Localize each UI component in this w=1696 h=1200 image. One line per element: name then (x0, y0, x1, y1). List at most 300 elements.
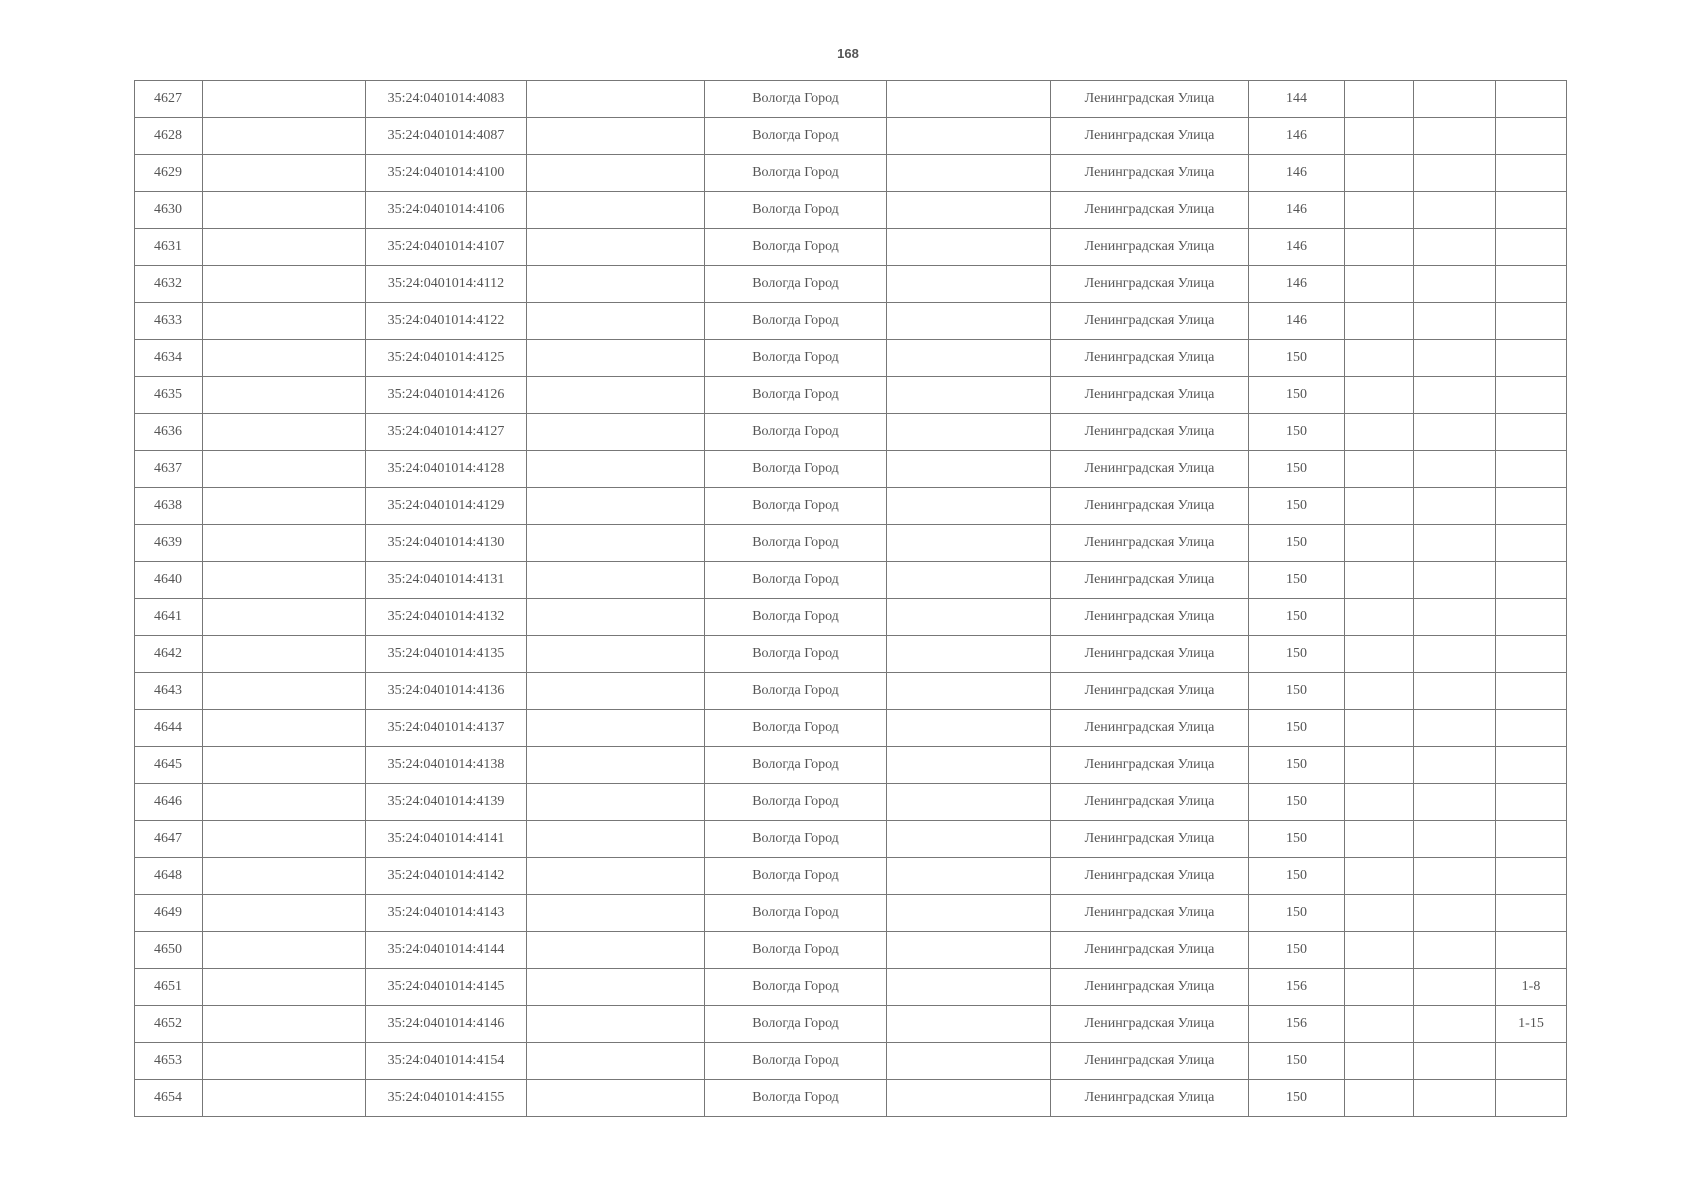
empty-cell (1345, 1006, 1414, 1043)
empty-cell (1345, 821, 1414, 858)
apartment-range-cell (1496, 673, 1567, 710)
empty-cell (527, 155, 705, 192)
street-cell: Ленинградская Улица (1051, 525, 1249, 562)
empty-cell (1414, 266, 1496, 303)
row-number-cell: 4647 (135, 821, 203, 858)
empty-cell (1345, 710, 1414, 747)
city-cell: Вологда Город (705, 710, 887, 747)
empty-cell (203, 118, 366, 155)
table-row (135, 229, 1567, 266)
city-cell: Вологда Город (705, 414, 887, 451)
empty-cell (1345, 414, 1414, 451)
empty-cell (1345, 377, 1414, 414)
house-number-cell: 150 (1249, 340, 1345, 377)
empty-cell (203, 858, 366, 895)
table-row (135, 747, 1567, 784)
empty-cell (1345, 81, 1414, 118)
row-number-cell: 4639 (135, 525, 203, 562)
empty-cell (1414, 81, 1496, 118)
empty-cell (527, 81, 705, 118)
empty-cell (527, 340, 705, 377)
empty-cell (1414, 821, 1496, 858)
cadastral-number-cell: 35:24:0401014:4083 (366, 81, 527, 118)
table-row (135, 1006, 1567, 1043)
table-row (135, 266, 1567, 303)
city-cell: Вологда Город (705, 895, 887, 932)
house-number-cell: 150 (1249, 821, 1345, 858)
empty-cell (203, 599, 366, 636)
empty-cell (887, 858, 1051, 895)
empty-cell (1414, 377, 1496, 414)
apartment-range-cell (1496, 303, 1567, 340)
house-number-cell: 150 (1249, 414, 1345, 451)
city-cell: Вологда Город (705, 747, 887, 784)
table-row (135, 81, 1567, 118)
empty-cell (887, 562, 1051, 599)
row-number-cell: 4654 (135, 1080, 203, 1117)
table-row (135, 562, 1567, 599)
row-number-cell: 4632 (135, 266, 203, 303)
empty-cell (1345, 562, 1414, 599)
empty-cell (203, 969, 366, 1006)
empty-cell (1414, 784, 1496, 821)
row-number-cell: 4645 (135, 747, 203, 784)
row-number-cell: 4634 (135, 340, 203, 377)
city-cell: Вологда Город (705, 636, 887, 673)
house-number-cell: 150 (1249, 932, 1345, 969)
cadastral-number-cell: 35:24:0401014:4122 (366, 303, 527, 340)
table-row (135, 488, 1567, 525)
empty-cell (203, 895, 366, 932)
row-number-cell: 4635 (135, 377, 203, 414)
apartment-range-cell (1496, 377, 1567, 414)
empty-cell (203, 155, 366, 192)
empty-cell (1414, 155, 1496, 192)
street-cell: Ленинградская Улица (1051, 710, 1249, 747)
empty-cell (1414, 710, 1496, 747)
row-number-cell: 4642 (135, 636, 203, 673)
cadastral-number-cell: 35:24:0401014:4131 (366, 562, 527, 599)
cadastral-number-cell: 35:24:0401014:4154 (366, 1043, 527, 1080)
row-number-cell: 4649 (135, 895, 203, 932)
street-cell: Ленинградская Улица (1051, 155, 1249, 192)
city-cell: Вологда Город (705, 118, 887, 155)
cadastral-number-cell: 35:24:0401014:4127 (366, 414, 527, 451)
empty-cell (1345, 895, 1414, 932)
city-cell: Вологда Город (705, 525, 887, 562)
city-cell: Вологда Город (705, 377, 887, 414)
table-row (135, 192, 1567, 229)
empty-cell (1414, 451, 1496, 488)
empty-cell (1414, 636, 1496, 673)
row-number-cell: 4633 (135, 303, 203, 340)
row-number-cell: 4644 (135, 710, 203, 747)
street-cell: Ленинградская Улица (1051, 81, 1249, 118)
empty-cell (203, 747, 366, 784)
table-row (135, 118, 1567, 155)
empty-cell (887, 81, 1051, 118)
cadastral-number-cell: 35:24:0401014:4128 (366, 451, 527, 488)
house-number-cell: 150 (1249, 525, 1345, 562)
empty-cell (203, 932, 366, 969)
street-cell: Ленинградская Улица (1051, 340, 1249, 377)
empty-cell (887, 1080, 1051, 1117)
street-cell: Ленинградская Улица (1051, 858, 1249, 895)
house-number-cell: 150 (1249, 1080, 1345, 1117)
apartment-range-cell (1496, 229, 1567, 266)
house-number-cell: 150 (1249, 451, 1345, 488)
house-number-cell: 146 (1249, 155, 1345, 192)
empty-cell (1345, 747, 1414, 784)
empty-cell (527, 858, 705, 895)
apartment-range-cell (1496, 821, 1567, 858)
street-cell: Ленинградская Улица (1051, 895, 1249, 932)
empty-cell (527, 525, 705, 562)
empty-cell (527, 229, 705, 266)
apartment-range-cell (1496, 340, 1567, 377)
city-cell: Вологда Город (705, 303, 887, 340)
empty-cell (887, 969, 1051, 1006)
street-cell: Ленинградская Улица (1051, 377, 1249, 414)
empty-cell (1345, 451, 1414, 488)
row-number-cell: 4638 (135, 488, 203, 525)
cadastral-number-cell: 35:24:0401014:4145 (366, 969, 527, 1006)
apartment-range-cell (1496, 81, 1567, 118)
house-number-cell: 150 (1249, 858, 1345, 895)
empty-cell (887, 451, 1051, 488)
apartment-range-cell (1496, 599, 1567, 636)
city-cell: Вологда Город (705, 266, 887, 303)
empty-cell (203, 266, 366, 303)
empty-cell (887, 488, 1051, 525)
row-number-cell: 4640 (135, 562, 203, 599)
apartment-range-cell (1496, 192, 1567, 229)
empty-cell (527, 1006, 705, 1043)
house-number-cell: 150 (1249, 636, 1345, 673)
city-cell: Вологда Город (705, 1080, 887, 1117)
street-cell: Ленинградская Улица (1051, 118, 1249, 155)
table-row (135, 525, 1567, 562)
empty-cell (1345, 599, 1414, 636)
empty-cell (1345, 525, 1414, 562)
empty-cell (1345, 784, 1414, 821)
empty-cell (203, 377, 366, 414)
table-row (135, 710, 1567, 747)
cadastral-number-cell: 35:24:0401014:4112 (366, 266, 527, 303)
house-number-cell: 146 (1249, 303, 1345, 340)
empty-cell (527, 969, 705, 1006)
table-row (135, 155, 1567, 192)
page-number: 168 (837, 46, 859, 61)
cadastral-number-cell: 35:24:0401014:4146 (366, 1006, 527, 1043)
apartment-range-cell (1496, 266, 1567, 303)
empty-cell (887, 821, 1051, 858)
street-cell: Ленинградская Улица (1051, 451, 1249, 488)
empty-cell (887, 118, 1051, 155)
empty-cell (1345, 340, 1414, 377)
empty-cell (1414, 192, 1496, 229)
apartment-range-cell (1496, 710, 1567, 747)
street-cell: Ленинградская Улица (1051, 229, 1249, 266)
table-row (135, 377, 1567, 414)
empty-cell (203, 710, 366, 747)
street-cell: Ленинградская Улица (1051, 932, 1249, 969)
table-row (135, 303, 1567, 340)
table-row (135, 414, 1567, 451)
empty-cell (527, 118, 705, 155)
city-cell: Вологда Город (705, 155, 887, 192)
cadastral-number-cell: 35:24:0401014:4129 (366, 488, 527, 525)
city-cell: Вологда Город (705, 81, 887, 118)
empty-cell (887, 599, 1051, 636)
table-row (135, 932, 1567, 969)
empty-cell (527, 747, 705, 784)
empty-cell (1345, 303, 1414, 340)
empty-cell (203, 1080, 366, 1117)
empty-cell (1345, 858, 1414, 895)
apartment-range-cell (1496, 858, 1567, 895)
street-cell: Ленинградская Улица (1051, 673, 1249, 710)
house-number-cell: 150 (1249, 599, 1345, 636)
city-cell: Вологда Город (705, 932, 887, 969)
row-number-cell: 4627 (135, 81, 203, 118)
empty-cell (887, 1043, 1051, 1080)
cadastral-number-cell: 35:24:0401014:4136 (366, 673, 527, 710)
cadastral-number-cell: 35:24:0401014:4155 (366, 1080, 527, 1117)
empty-cell (527, 303, 705, 340)
empty-cell (1414, 562, 1496, 599)
empty-cell (203, 673, 366, 710)
empty-cell (1345, 1043, 1414, 1080)
empty-cell (887, 229, 1051, 266)
row-number-cell: 4650 (135, 932, 203, 969)
empty-cell (1414, 858, 1496, 895)
table-row (135, 636, 1567, 673)
empty-cell (1414, 525, 1496, 562)
empty-cell (1414, 118, 1496, 155)
street-cell: Ленинградская Улица (1051, 969, 1249, 1006)
apartment-range-cell (1496, 155, 1567, 192)
city-cell: Вологда Город (705, 1043, 887, 1080)
empty-cell (1414, 340, 1496, 377)
city-cell: Вологда Город (705, 969, 887, 1006)
empty-cell (203, 81, 366, 118)
empty-cell (1414, 673, 1496, 710)
cadastral-number-cell: 35:24:0401014:4132 (366, 599, 527, 636)
city-cell: Вологда Город (705, 599, 887, 636)
table-row (135, 895, 1567, 932)
empty-cell (1414, 1080, 1496, 1117)
apartment-range-cell (1496, 562, 1567, 599)
empty-cell (203, 340, 366, 377)
empty-cell (887, 303, 1051, 340)
empty-cell (1414, 414, 1496, 451)
empty-cell (887, 192, 1051, 229)
house-number-cell: 156 (1249, 969, 1345, 1006)
house-number-cell: 146 (1249, 229, 1345, 266)
apartment-range-cell (1496, 747, 1567, 784)
empty-cell (1345, 229, 1414, 266)
empty-cell (527, 377, 705, 414)
empty-cell (1414, 303, 1496, 340)
empty-cell (527, 673, 705, 710)
house-number-cell: 144 (1249, 81, 1345, 118)
empty-cell (527, 784, 705, 821)
row-number-cell: 4637 (135, 451, 203, 488)
empty-cell (203, 414, 366, 451)
empty-cell (203, 229, 366, 266)
row-number-cell: 4653 (135, 1043, 203, 1080)
cadastral-number-cell: 35:24:0401014:4141 (366, 821, 527, 858)
apartment-range-cell (1496, 932, 1567, 969)
empty-cell (1345, 488, 1414, 525)
cadastral-number-cell: 35:24:0401014:4100 (366, 155, 527, 192)
apartment-range-cell (1496, 636, 1567, 673)
empty-cell (1414, 895, 1496, 932)
street-cell: Ленинградская Улица (1051, 488, 1249, 525)
empty-cell (887, 932, 1051, 969)
row-number-cell: 4628 (135, 118, 203, 155)
empty-cell (527, 1080, 705, 1117)
empty-cell (1414, 599, 1496, 636)
register-table-body (135, 81, 1567, 1117)
house-number-cell: 146 (1249, 266, 1345, 303)
empty-cell (887, 710, 1051, 747)
apartment-range-cell (1496, 488, 1567, 525)
apartment-range-cell (1496, 1080, 1567, 1117)
empty-cell (203, 784, 366, 821)
street-cell: Ленинградская Улица (1051, 414, 1249, 451)
table-row (135, 673, 1567, 710)
city-cell: Вологда Город (705, 858, 887, 895)
house-number-cell: 156 (1249, 1006, 1345, 1043)
empty-cell (1345, 155, 1414, 192)
city-cell: Вологда Город (705, 340, 887, 377)
empty-cell (527, 451, 705, 488)
row-number-cell: 4643 (135, 673, 203, 710)
empty-cell (887, 1006, 1051, 1043)
city-cell: Вологда Город (705, 229, 887, 266)
house-number-cell: 150 (1249, 895, 1345, 932)
empty-cell (527, 562, 705, 599)
empty-cell (527, 895, 705, 932)
city-cell: Вологда Город (705, 1006, 887, 1043)
table-row (135, 821, 1567, 858)
house-number-cell: 150 (1249, 562, 1345, 599)
city-cell: Вологда Город (705, 821, 887, 858)
empty-cell (527, 821, 705, 858)
empty-cell (527, 266, 705, 303)
empty-cell (203, 488, 366, 525)
street-cell: Ленинградская Улица (1051, 1006, 1249, 1043)
city-cell: Вологда Город (705, 451, 887, 488)
empty-cell (527, 932, 705, 969)
house-number-cell: 150 (1249, 377, 1345, 414)
empty-cell (527, 192, 705, 229)
empty-cell (203, 451, 366, 488)
empty-cell (203, 636, 366, 673)
empty-cell (527, 599, 705, 636)
empty-cell (1345, 932, 1414, 969)
house-number-cell: 150 (1249, 1043, 1345, 1080)
empty-cell (1414, 229, 1496, 266)
row-number-cell: 4641 (135, 599, 203, 636)
empty-cell (1345, 266, 1414, 303)
row-number-cell: 4631 (135, 229, 203, 266)
table-row (135, 784, 1567, 821)
apartment-range-cell (1496, 895, 1567, 932)
empty-cell (527, 1043, 705, 1080)
row-number-cell: 4630 (135, 192, 203, 229)
empty-cell (203, 1043, 366, 1080)
house-number-cell: 150 (1249, 488, 1345, 525)
empty-cell (203, 1006, 366, 1043)
apartment-range-cell (1496, 118, 1567, 155)
empty-cell (203, 303, 366, 340)
table-row (135, 1080, 1567, 1117)
empty-cell (887, 636, 1051, 673)
cadastral-number-cell: 35:24:0401014:4107 (366, 229, 527, 266)
empty-cell (887, 525, 1051, 562)
street-cell: Ленинградская Улица (1051, 747, 1249, 784)
street-cell: Ленинградская Улица (1051, 784, 1249, 821)
table-row (135, 599, 1567, 636)
empty-cell (1345, 1080, 1414, 1117)
empty-cell (887, 747, 1051, 784)
row-number-cell: 4629 (135, 155, 203, 192)
house-number-cell: 150 (1249, 747, 1345, 784)
apartment-range-cell (1496, 414, 1567, 451)
street-cell: Ленинградская Улица (1051, 599, 1249, 636)
cadastral-number-cell: 35:24:0401014:4138 (366, 747, 527, 784)
street-cell: Ленинградская Улица (1051, 821, 1249, 858)
apartment-range-cell (1496, 784, 1567, 821)
empty-cell (887, 673, 1051, 710)
empty-cell (887, 340, 1051, 377)
cadastral-number-cell: 35:24:0401014:4126 (366, 377, 527, 414)
house-number-cell: 150 (1249, 673, 1345, 710)
street-cell: Ленинградская Улица (1051, 562, 1249, 599)
empty-cell (527, 636, 705, 673)
apartment-range-cell (1496, 525, 1567, 562)
street-cell: Ленинградская Улица (1051, 1043, 1249, 1080)
empty-cell (887, 155, 1051, 192)
empty-cell (1345, 969, 1414, 1006)
empty-cell (1345, 636, 1414, 673)
cadastral-number-cell: 35:24:0401014:4139 (366, 784, 527, 821)
apartment-range-cell (1496, 1043, 1567, 1080)
empty-cell (1414, 932, 1496, 969)
apartment-range-cell: 1-15 (1496, 1006, 1567, 1043)
empty-cell (887, 377, 1051, 414)
street-cell: Ленинградская Улица (1051, 303, 1249, 340)
empty-cell (527, 710, 705, 747)
city-cell: Вологда Город (705, 192, 887, 229)
city-cell: Вологда Город (705, 673, 887, 710)
empty-cell (203, 525, 366, 562)
cadastral-number-cell: 35:24:0401014:4130 (366, 525, 527, 562)
city-cell: Вологда Город (705, 488, 887, 525)
cadastral-number-cell: 35:24:0401014:4143 (366, 895, 527, 932)
table-row (135, 969, 1567, 1006)
city-cell: Вологда Город (705, 784, 887, 821)
empty-cell (1414, 969, 1496, 1006)
empty-cell (527, 488, 705, 525)
empty-cell (887, 266, 1051, 303)
empty-cell (203, 821, 366, 858)
cadastral-number-cell: 35:24:0401014:4137 (366, 710, 527, 747)
empty-cell (1414, 1006, 1496, 1043)
